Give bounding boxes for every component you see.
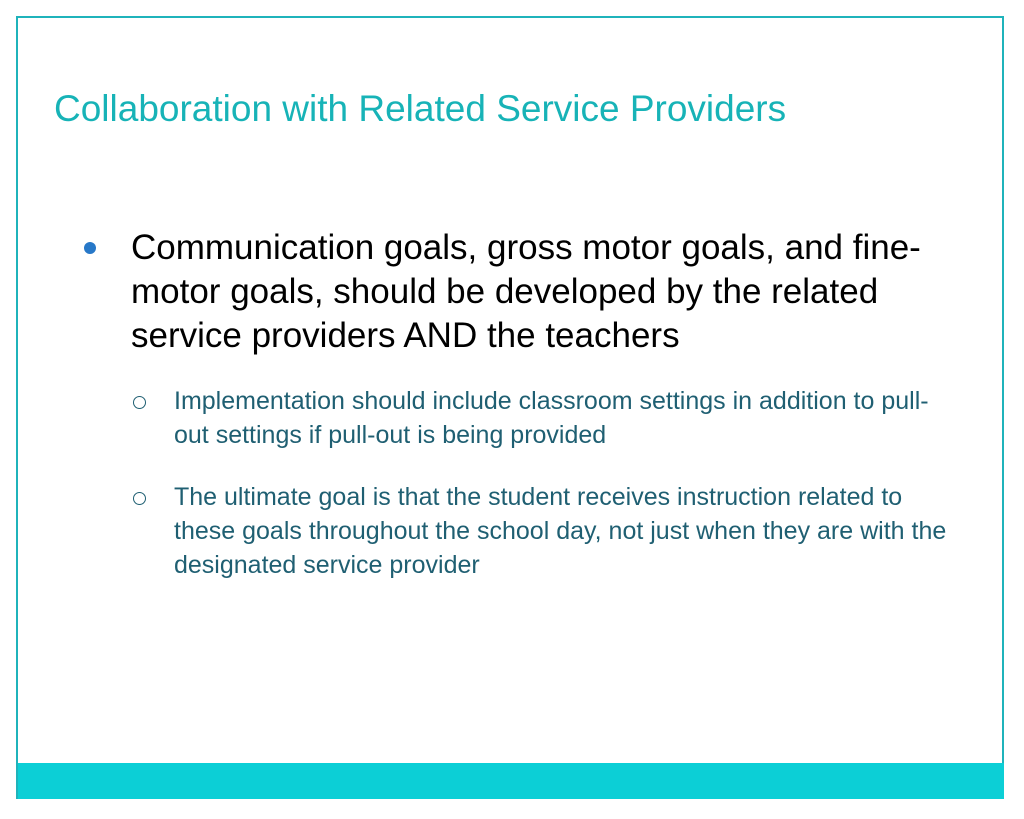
sub-bullet-text: Implementation should include classroom settings in addition to pull-out settings if pull-out is being provided xyxy=(174,387,929,449)
bottom-accent-band xyxy=(18,763,1004,799)
slide-title: Collaboration with Related Service Providers xyxy=(54,88,787,129)
filled-circle-bullet-icon xyxy=(84,242,96,254)
sub-bullet-text: The ultimate goal is that the student receives instruction related to these goals throughout the school day, not just when they are with the designated service provider xyxy=(174,483,947,579)
bullet-text: Communication goals, gross motor goals, and fine-motor goals, should be developed by the related service providers AND the teachers xyxy=(131,228,921,355)
hollow-circle-bullet-icon xyxy=(133,396,146,409)
hollow-circle-bullet-icon xyxy=(133,492,146,505)
